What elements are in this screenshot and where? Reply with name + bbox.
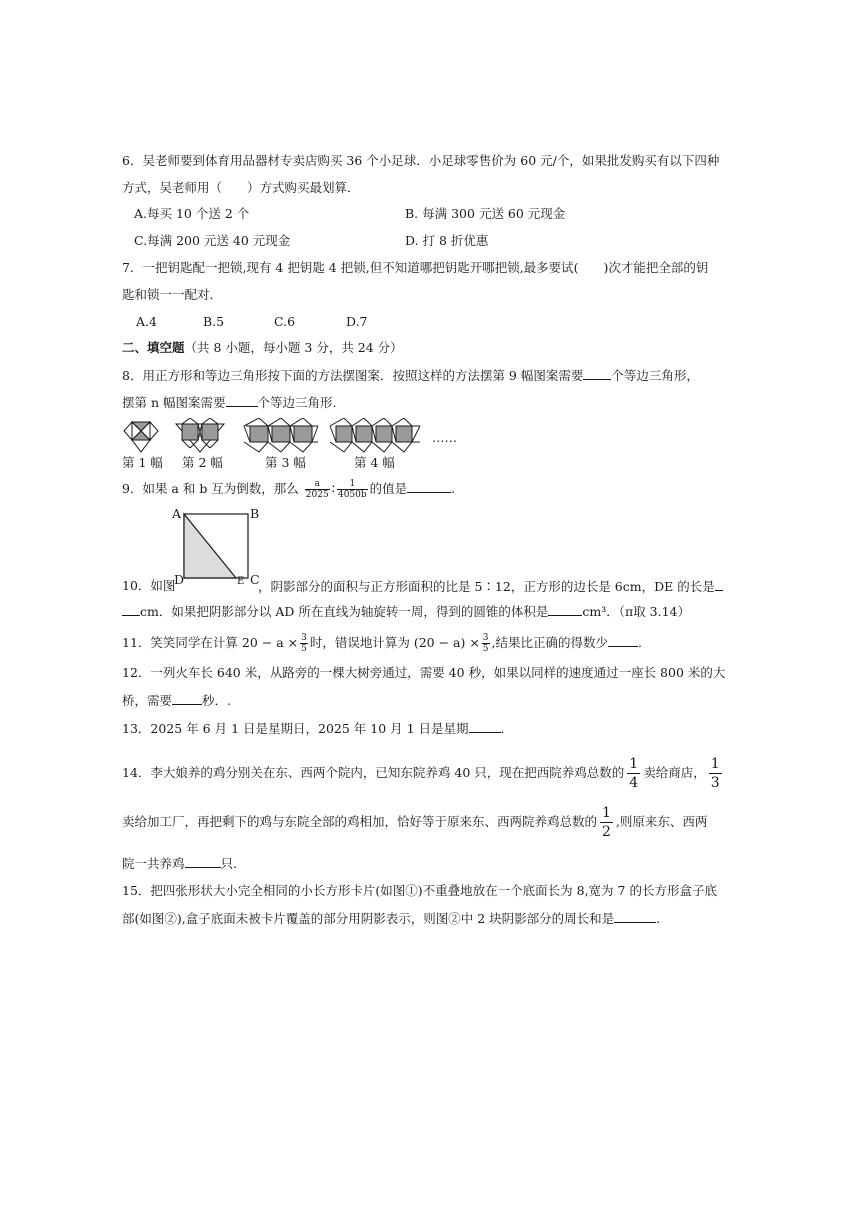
q7-option-d: D.7: [346, 314, 368, 329]
q8-ellipsis: ……: [432, 430, 457, 445]
q14-fraction-2: $\frac{1}{3}$: [710, 756, 720, 791]
q10-text-1b: ，阴影部分的面积与正方形面积的比是 5∶12，正方形的边长是 6cm，DE 的长是: [258, 579, 715, 594]
q6-option-a: A.每买 10 个送 2 个: [134, 206, 250, 221]
q8-fig-label-2: 第 2 幅: [182, 455, 223, 470]
q8-pattern-figures: [120, 418, 430, 456]
q6-option-c: C.每满 200 元送 40 元现金: [134, 233, 291, 248]
q10-blank-1a[interactable]: [715, 578, 723, 591]
q14-text-3b: 只.: [220, 856, 237, 871]
section-heading: [122, 340, 403, 356]
q8-blank-1[interactable]: [583, 367, 611, 380]
q11-prefix: 11．笑笑同学在计算 20 − a ×: [122, 635, 299, 650]
q6-option-d: D. 打 8 折优惠: [405, 233, 489, 248]
q11-line: 11．笑笑同学在计算 20 − a × $\frac{3}{5}$ 时，错误地计算为 (20 − a) × $\frac{3}{5}$ ,结果比正确的得数少 .: [122, 633, 642, 654]
q15-text-2: 部(如图②),盒子底面未被卡片覆盖的部分用阴影表示，则图②中 2 块阴影部分的周长和是: [122, 911, 615, 926]
q8-line2: [122, 394, 336, 411]
q9-suffix: 的值是: [369, 481, 408, 496]
pattern-figure-2: [176, 418, 224, 452]
q7-option-a: A.4: [136, 314, 157, 329]
q13-blank[interactable]: [469, 720, 501, 733]
section-title: 二、填空题: [122, 340, 185, 355]
q10-line1: [258, 578, 723, 595]
q7-option-c: C.6: [274, 314, 296, 329]
q6-line2: 方式，吴老师用（ ）方式购买最划算．: [122, 180, 360, 195]
q14-fraction-3: $\frac{1}{2}$: [602, 805, 611, 840]
q11-fraction-2: $\frac{3}{5}$: [482, 633, 489, 654]
q14-line2: [122, 802, 707, 842]
q8-line1: [122, 367, 699, 384]
q10-text-2a: cm．如果把阴影部分以 AD 所在直线为轴旋转一周，得到的圆锥的体积是: [140, 604, 549, 619]
q14-text-1b: 卖给商店，: [643, 765, 706, 780]
q14-text-2b: ,则原来东、西两: [615, 814, 708, 829]
q9-colon: ∶: [331, 481, 335, 496]
q8-text-1a: 8．用正方形和等边三角形按下面的方法摆图案．按照这样的方法摆第 9 幅图案需要: [122, 368, 584, 383]
q14-fraction-1: $\frac{1}{4}$: [629, 756, 639, 791]
q10-text-2b: cm³．（π取 3.14）: [582, 604, 690, 619]
q14-text-1: 14．李大娘养的鸡分别关在东、西两个院内，已知东院养鸡 40 只，现在把西院养鸡总数的: [122, 765, 625, 780]
q15-line1: 15．把四张形状大小完全相同的小长方形卡片(如图①)不重叠地放在一个底面长为 8,宽为 7 的长方形盒子底: [122, 883, 717, 898]
q11-blank[interactable]: [608, 634, 638, 647]
q9-blank[interactable]: [407, 480, 451, 493]
q10-label-a: A: [172, 506, 182, 521]
q14-text-3a: 院一共养鸡: [122, 856, 185, 871]
q11-suffix: ,结果比正确的得数少: [491, 635, 609, 650]
q10-line2: [122, 603, 690, 620]
q13-line: 13．2025 年 6 月 1 日是星期日，2025 年 10 月 1 日是星期 .: [122, 721, 505, 736]
q12-text-2b: 秒．.: [202, 693, 231, 708]
q10-label-b: B: [250, 506, 260, 521]
q7-line2: 匙和锁一一配对．: [122, 287, 223, 302]
q14-blank[interactable]: [185, 855, 221, 868]
q10-label-c: C: [250, 572, 260, 587]
q15-line2: 部(如图②),盒子底面未被卡片覆盖的部分用阴影表示，则图②中 2 块阴影部分的周长和是 .: [122, 911, 661, 926]
q15-blank[interactable]: [614, 910, 656, 923]
q14-line3: [122, 855, 237, 872]
q8-fig-label-3: 第 3 幅: [265, 455, 306, 470]
q10-label-e: E: [237, 576, 245, 587]
q12-line2: [122, 692, 231, 709]
q13-text: 13．2025 年 6 月 1 日是星期日，2025 年 10 月 1 日是星期: [122, 721, 469, 736]
q12-text-2a: 桥，需要: [122, 693, 173, 708]
q12-line1: 12．一列火车长 640 米，从路旁的一棵大树旁通过，需要 40 秒，如果以同样的速度通过一座长 800 米的大: [122, 665, 726, 680]
q9-line: 9．如果 a 和 b 互为倒数，那么 $\frac{a}{2025}$ ∶ $\frac{1}{4050b}$ 的值是 .: [122, 479, 456, 500]
q14-text-2: 卖给加工厂，再把剩下的鸡与东院全部的鸡相加，恰好等于原来东、西两院养鸡总数的: [122, 814, 598, 829]
q7-option-b: B.5: [203, 314, 225, 329]
q9-fraction-2: $\frac{1}{4050b}$: [337, 479, 367, 500]
q7-line1: 7．一把钥匙配一把锁,现有 4 把钥匙 4 把锁,但不知道哪把钥匙开哪把锁,最多要试( )次才能把全部的钥: [122, 260, 709, 275]
q11-fraction-1: $\frac{3}{5}$: [301, 633, 307, 654]
section-note: （共 8 小题，每小题 3 分，共 24 分）: [184, 340, 403, 355]
q10-label-d: D: [174, 572, 185, 587]
q6-option-b: B. 每满 300 元送 60 元现金: [405, 206, 566, 221]
q8-text-2a: 摆第 n 幅图案需要: [122, 395, 226, 410]
q10-blank-1b[interactable]: [122, 603, 140, 616]
q9-fraction-1: $\frac{a}{2025}$: [305, 479, 329, 500]
q8-fig-label-4: 第 4 幅: [354, 455, 395, 470]
q9-prefix: 9．如果 a 和 b 互为倒数，那么: [122, 481, 299, 496]
pattern-figure-4: [330, 418, 420, 452]
q14-line1: [122, 753, 725, 793]
q12-blank[interactable]: [172, 692, 202, 705]
pattern-figure-3: [244, 418, 318, 452]
q10-blank-2[interactable]: [548, 603, 582, 616]
q10-line1-start: 10．如图: [122, 578, 176, 593]
q8-fig-label-1: 第 1 幅: [122, 455, 163, 470]
pattern-figure-1: [124, 422, 158, 452]
q8-text-1b: 个等边三角形，: [611, 368, 699, 383]
q8-text-2b: 个等边三角形.: [257, 395, 337, 410]
q11-mid: 时，错误地计算为 (20 − a) ×: [309, 635, 480, 650]
q6-line1: 6．吴老师要到体育用品器材专卖店购买 36 个小足球．小足球零售价为 60 元/个，如果批发购买有以下四种: [122, 153, 720, 168]
q8-blank-2[interactable]: [226, 394, 258, 407]
